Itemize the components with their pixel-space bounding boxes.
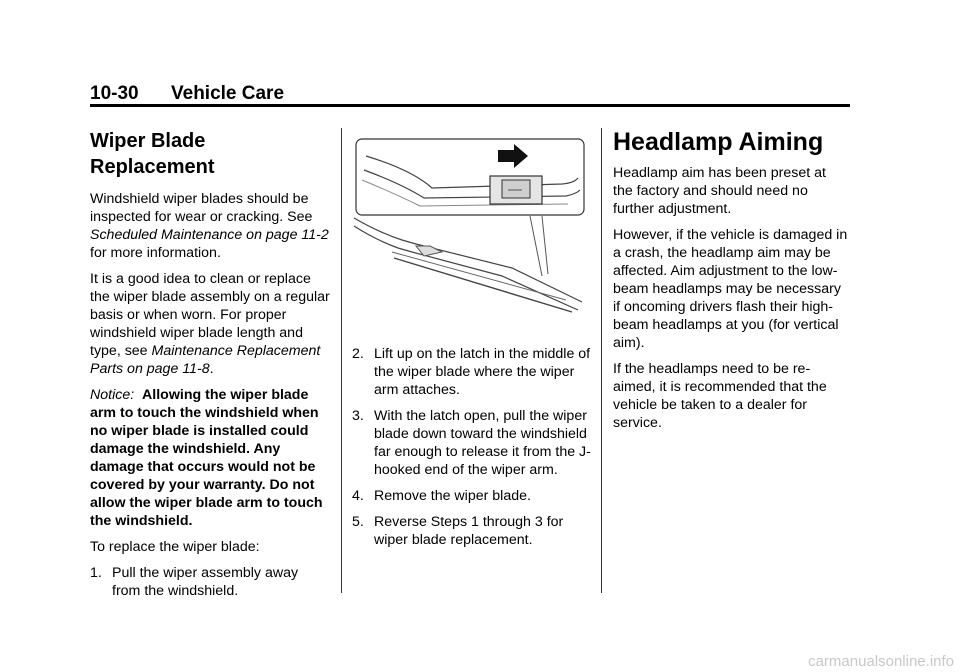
page-number: 10-30: [90, 83, 139, 104]
step-5: 5. Reverse Steps 1 through 3 for wiper blade replacement.: [352, 514, 564, 548]
column-divider-right: [601, 128, 602, 593]
column-steps: [352, 345, 592, 557]
headlamp-heading: Headlamp Aiming: [613, 128, 824, 156]
steps-intro: To replace the wiper blade:: [90, 539, 260, 555]
column-headlamp: [613, 128, 849, 440]
wiper-blade-illustration: [352, 136, 588, 328]
step-3: 3. With the latch open, pull the wiper blade down toward the windshield far enough to release it from the J-hooked end of the wiper arm.: [352, 408, 591, 478]
wiper-blade-diagram: [352, 136, 588, 328]
wiper-para-inspect: Windshield wiper blades should be inspected for wear or cracking. See Scheduled Maintenance on page 11-2 for more information.: [90, 191, 329, 261]
wiper-para-clean: It is a good idea to clean or replace the wiper blade assembly on a regular basis or when worn. For proper windshield wiper blade length and type, see Maintenance Replacement Parts on page 11-8.: [90, 271, 330, 377]
notice-text: Allowing the wiper blade arm to touch the windshield when no wiper blade is installed could damage the windshield. Any damage that occurs would not be covered by your warranty. Do not allow the wiper blade arm to touch the windshield.: [90, 387, 323, 529]
column-wiper: [90, 128, 330, 608]
step-1: 1. Pull the wiper assembly away from the windshield.: [90, 565, 299, 599]
header-rule: [90, 104, 850, 107]
headlamp-para-damage: However, if the vehicle is damaged in a crash, the headlamp aim may be affected. Aim adjustment to the low-beam headlamps may be necessary if oncoming drivers flash their high-beam headlamps at you (for vertical aim).: [613, 227, 848, 351]
section-title: Vehicle Care: [171, 83, 285, 104]
column-divider-left: [341, 128, 342, 593]
notice-label: Notice:: [90, 387, 135, 403]
step-2: 2. Lift up on the latch in the middle of the wiper blade where the wiper arm attaches.: [352, 346, 591, 398]
link-maintenance-parts[interactable]: Maintenance Replacement Parts on page 11-8: [90, 343, 321, 377]
wiper-heading: Wiper Blade Replacement: [90, 130, 215, 178]
watermark: carmanualsonline.info: [808, 653, 954, 670]
step-4: 4. Remove the wiper blade.: [352, 488, 531, 504]
headlamp-para-dealer: If the headlamps need to be re-aimed, it is recommended that the vehicle be taken to a dealer for service.: [613, 361, 827, 431]
notice-paragraph: [90, 386, 330, 530]
link-scheduled-maintenance[interactable]: Scheduled Maintenance on page 11-2: [90, 227, 329, 243]
headlamp-para-preset: Headlamp aim has been preset at the factory and should need no further adjustment.: [613, 165, 826, 217]
